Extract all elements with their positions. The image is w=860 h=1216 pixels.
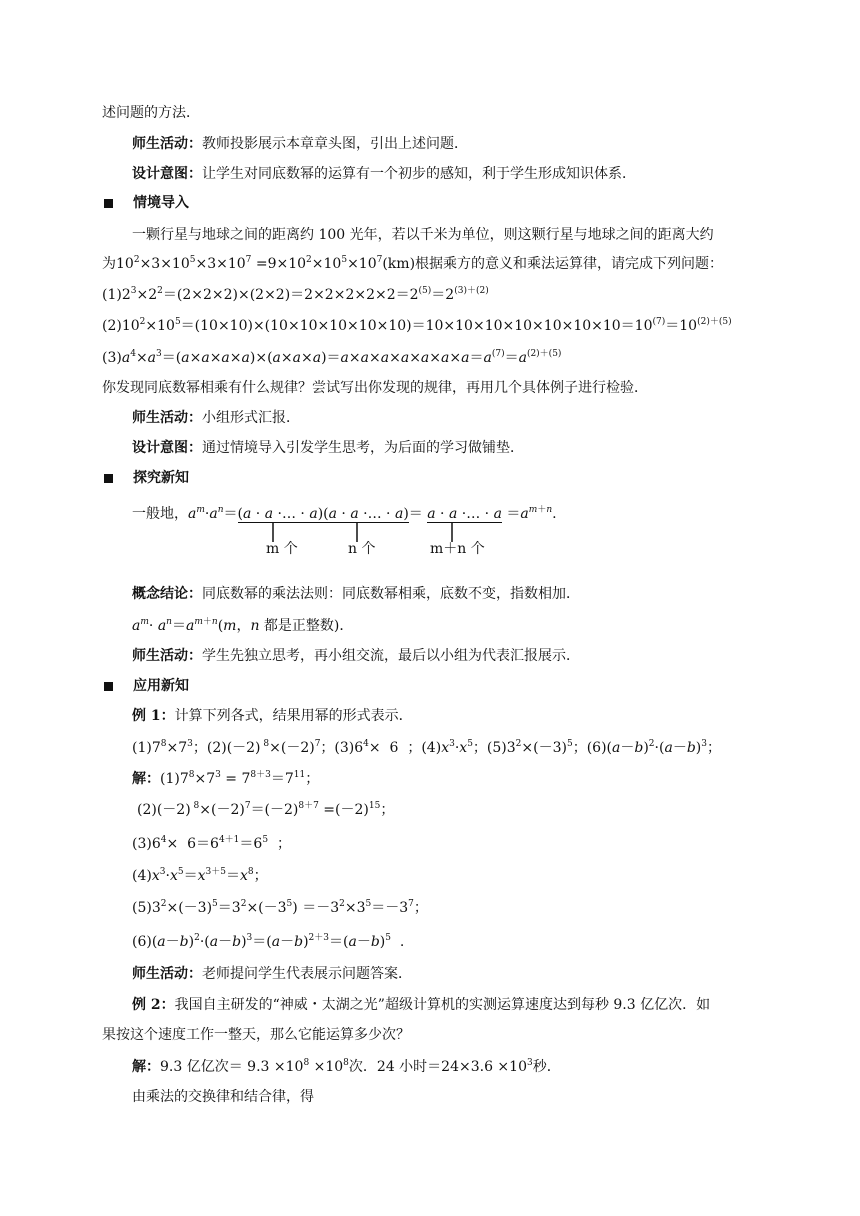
solution-5: $(5)3^2\times(-3)^5=3^2\times(-3^5) =-3^2\times 3^5=-3^7$； xyxy=(132,899,428,916)
label: 设计意图： xyxy=(132,166,202,182)
math-q1: $(1)2^3\times 2^2=(2\times 2\times 2)\times(2\times 2)=2\times 2\times 2\times 2\times 2=2^{(5)}=2^{(3)+(2)}$ xyxy=(102,286,489,303)
example-2 xyxy=(132,995,710,1015)
text: 一般地， xyxy=(132,506,188,522)
text: 老师提问学生代表展示问题答案． xyxy=(202,966,412,982)
label: 师生活动： xyxy=(132,410,202,426)
label: 师生活动： xyxy=(132,648,202,664)
label: 解： xyxy=(132,1059,160,1075)
concept-conclusion xyxy=(132,584,580,604)
last-line: 由乘法的交换律和结合律，得 xyxy=(132,1089,314,1105)
text: 教师投影展示本章章头图，引出上述问题． xyxy=(202,136,468,152)
solution-3: $(3)6^4\times 6=6^{4+1}=6^5$ ； xyxy=(132,835,291,852)
discover-question: 你发现同底数幂相乘有什么规律？尝试写出你发现的规律，再用几个具体例子进行检验． xyxy=(102,380,648,396)
text: 小组形式汇报． xyxy=(202,410,300,426)
text-c: 秒． xyxy=(532,1059,561,1075)
bullet-square xyxy=(104,199,113,208)
paragraph-2: 为$10^2\times 3\times 10^5\times 3\times 10^7 =9\times 10^2\times 10^5\times 10^7(km)$根据乘方的意义和乘法运算律，请完成下列问题： xyxy=(102,255,724,272)
paragraph-1: 一颗行星与地球之间的距离约 100 光年，若以千米为单位，则这颗行星与地球之间的距离大约 xyxy=(132,227,714,243)
solution-ex2: 解：9.3 亿亿次＝ $9.3 \times 10^8 \times 10^8$次．24 小时$=24\times 3.6 \times 10^3$秒． xyxy=(132,1058,561,1075)
text-b: 次．24 小时＝24×3.6 ×10 xyxy=(348,1059,527,1075)
example-1 xyxy=(132,706,413,726)
label: 例 2： xyxy=(132,997,175,1013)
teacher-activity-1 xyxy=(132,134,468,154)
example-2-cont: 果按这个速度工作一整天，那么它能运算多少次？ xyxy=(102,1027,410,1043)
text: 同底数幂的乘法法则：同底数幂相乘，底数不变，指数相加． xyxy=(202,586,580,602)
label: 解： xyxy=(132,771,160,787)
text: 让学生对同底数幂的运算有一个初步的感知，利于学生形成知识体系． xyxy=(202,166,636,182)
teacher-activity-4 xyxy=(132,964,412,984)
brace-label-mn: m＋n 个 xyxy=(430,541,485,557)
label: 概念结论： xyxy=(132,586,202,602)
brace-label-n: n 个 xyxy=(348,541,376,557)
section-situation: 情境导入 xyxy=(133,195,189,211)
text: 我国自主研发的“神威・太湖之光”超级计算机的实测运算速度达到每秒 9.3 亿亿次．如 xyxy=(174,997,711,1013)
bullet-square xyxy=(104,474,113,483)
example-1-items: $(1)7^8\times 7^3$；(2)(－2) $^8\times(-2)^7$；$(3)6^4\times 6$ ；$(4)x^3\cdot x^5$；$(5)3^2\times(-3)^5$；$(6)(a-b)^2\cdot(a-b)^3$； xyxy=(132,739,721,756)
teacher-activity-3 xyxy=(132,646,580,666)
rule-formula: $a^m\cdot a^n=a^{m+n}(m$，n 都是正整数)． xyxy=(132,617,354,634)
bullet-square xyxy=(104,682,113,691)
text: 学生先独立思考，再小组交流，最后以小组为代表汇报展示． xyxy=(202,648,580,664)
teacher-activity-2 xyxy=(132,408,300,428)
label: 例 1： xyxy=(132,708,175,724)
label: 设计意图： xyxy=(132,440,202,456)
design-intent-1 xyxy=(132,164,636,184)
design-intent-2 xyxy=(132,438,524,458)
section-explore: 探究新知 xyxy=(133,470,189,486)
text: (km)根据乘方的意义和乘法运算律，请完成下列问题： xyxy=(382,256,724,272)
text: 计算下列各式，结果用幂的形式表示． xyxy=(174,708,413,724)
text: 通过情境导入引发学生思考，为后面的学习做铺垫． xyxy=(202,440,524,456)
section-apply: 应用新知 xyxy=(133,678,189,694)
text-a: 9.3 亿亿次＝ 9.3 xyxy=(160,1059,274,1075)
solution-6: $(6)(a-b)^2\cdot(a-b)^3=(a-b)^{2+3}=(a-b)^5$ . xyxy=(132,933,405,950)
label: 师生活动： xyxy=(132,966,202,982)
solution-2: (2)(－2) $^8\times(-2)^7=(-2)^{8+7} =(-2)^{15}$； xyxy=(137,801,395,818)
solution-4: $(4)x^3\cdot x^5=x^{3+5}=x^8$； xyxy=(132,867,268,884)
general-formula: 一般地，$a^m\cdot a^n=(a \cdot a$ ·… · a)(a · a ·… · a)＝ a · a ·… · $a =a^{m+n}$. xyxy=(132,505,557,522)
label: 师生活动： xyxy=(132,136,202,152)
math-q3: $(3)a^4\times a^3=(a\times a\times a\times a)\times(a\times a\times a)=a\times a\times a\times a\times a\times a\times a=a^{(7)}=a^{(2)+(5)}$ xyxy=(102,349,562,366)
line-intro: 述问题的方法． xyxy=(102,105,200,121)
text: 都是正整数)． xyxy=(263,618,354,634)
brace-label-m: m 个 xyxy=(266,541,298,557)
math-q2: $(2)10^2\times 10^5=(10\times 10)\times(10\times 10\times 10\times 10\times 10)=10\times 10\times 10\times 10\times 10\times 10\times 10=10^{(7)}=10^{(2)+(5)}$ xyxy=(102,317,732,334)
solution-1: 解：$(1)7^8\times 7^3 = 7^{8+3}=7^{11}$； xyxy=(132,770,320,787)
